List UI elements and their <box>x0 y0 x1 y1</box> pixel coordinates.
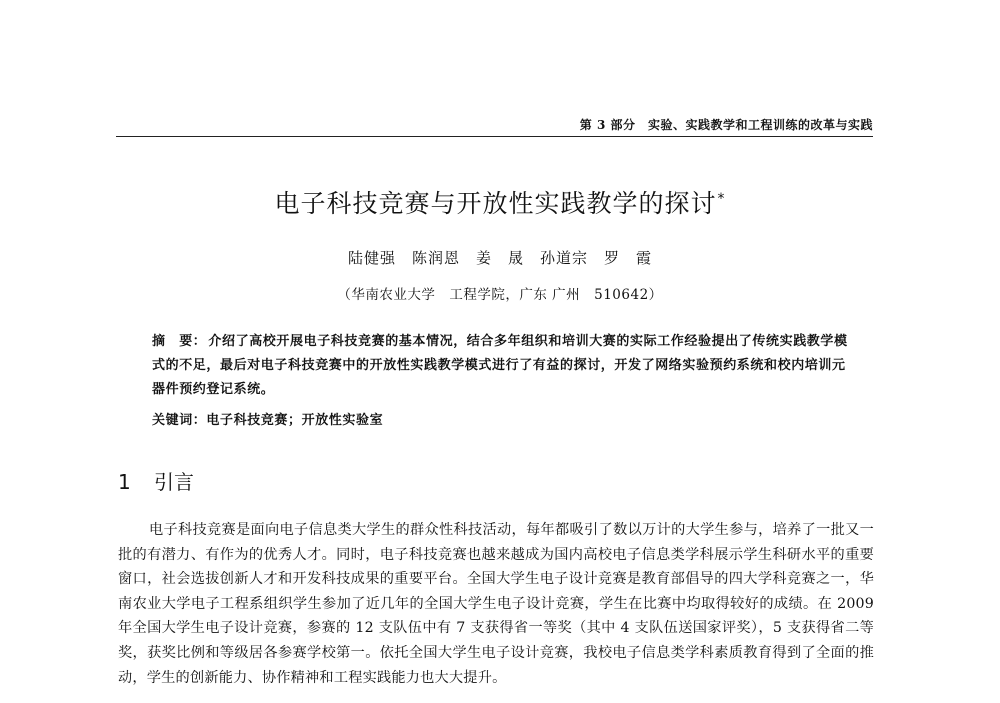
header-rule <box>116 136 873 137</box>
paper-title <box>0 184 1000 220</box>
abstract-label: 摘 要： <box>152 334 207 349</box>
keywords-text: 电子科技竞赛；开放性实验室 <box>206 413 384 428</box>
body-paragraph: 电子科技竞赛是面向电子信息类大学生的群众性科技活动，每年都吸引了数以万计的大学生参与，培养了一批又一批的有潜力、有作为的优秀人才。同时，电子科技竞赛也越来越成为国内高校电子信息类学科展示学生科研水平的重要窗口，社会选拔创新人才和开发科技成果的重要平台。全国大学生电子设计竞赛是教育部倡导的四大学科竞赛之一，华南农业大学电子工程系组织学生参加了近几年的全国大学生电子设计竞赛，学生在比赛中均取得较好的成绩。在 2009 年全国大学生电子设计竞赛，参赛的 12 支队伍中有 7 支获得省一等奖（其中 4 支队伍送国家评奖），5 支获得省二等奖，获奖比例和等级居各参赛学校第一。依托全国大学生电子设计竞赛，我校电子信息类学科素质教育得到了全面的推动，学生的创新能力、协作精神和工程实践能力也大大提升。 <box>118 522 874 686</box>
title-footnote-marker: * <box>717 190 726 207</box>
author-list: 陆健强 陈润恩 姜 晟 孙道宗 罗 霞 <box>347 249 652 267</box>
section-number: 1 <box>118 470 131 494</box>
keywords <box>152 409 852 428</box>
title-text: 电子科技竞赛与开放性实践教学的探讨 <box>274 189 717 218</box>
section-title: 引言 <box>154 470 194 494</box>
section-heading <box>118 466 194 495</box>
keywords-label: 关键词： <box>152 413 207 428</box>
running-header: 第 3 部分 实验、实践教学和工程训练的改革与实践 <box>579 118 873 132</box>
abstract-text: 介绍了高校开展电子科技竞赛的基本情况，结合多年组织和培训大赛的实际工作经验提出了传统实践教学模式的不足，最后对电子科技竞赛中的开放性实践教学模式进行了有益的探讨，开发了网络实验预约系统和校内培训元器件预约登记系统。 <box>152 334 848 397</box>
abstract <box>152 330 852 402</box>
affiliation: （华南农业大学 工程学院，广东 广州 510642） <box>337 287 663 303</box>
